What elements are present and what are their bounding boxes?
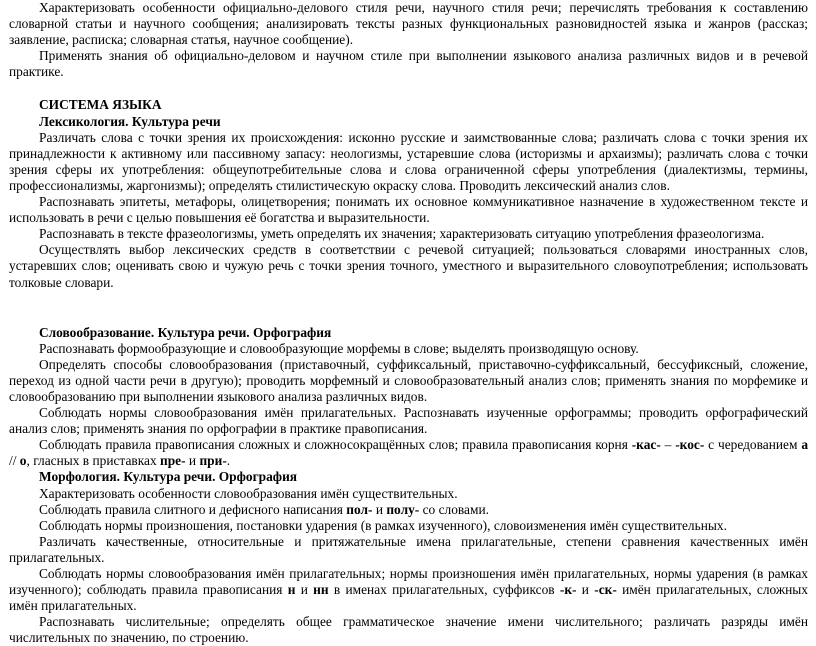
morphology-paragraph: Распознавать числительные; определять общее грамматическое значение имени числительного; различать разряды имён числительных по значению, по строению. [9,614,808,646]
lexicology-paragraph: Распознавать эпитеты, метафоры, олицетворения; понимать их основное коммуникативное назначение в художественном тексте и использовать в речи с целью повышения её богатства и выразительности. [9,194,808,226]
morphology-paragraph: Различать качественные, относительные и притяжательные имена прилагательные, степени сравнения качественных имён прилагательных. [9,533,808,565]
word-formation-heading: Словообразование. Культура речи. Орфография [39,324,332,340]
word-formation-paragraph: Распознавать формообразующие и словообразующие морфемы в слове; выделять производящую основу. [39,340,639,356]
morphology-heading: Морфология. Культура речи. Орфография [39,469,298,485]
lexicology-paragraph: Распознавать в тексте фразеологизмы, уметь определять их значения; характеризовать ситуацию употребления фразеологизма. [39,226,765,242]
morphology-paragraph: Характеризовать особенности словообразования имён существительных. [39,485,458,501]
word-formation-paragraph: Соблюдать нормы словообразования имён прилагательных. Распознавать изученные орфограммы; проводить орфографический анализ слов; применять знания по орфографии в практике правописания. [9,405,808,437]
morphology-paragraph: Соблюдать нормы словообразования имён прилагательных; нормы произношения имён прилагательных, нормы ударения (в рамках изученного); соблюдать правила правописания н и нн в именах прилагательных, суффиксов -к- и -ск- имён прилагательных, сложных имён прилагательных. [9,566,808,614]
morphology-paragraph: Соблюдать нормы произношения, постановки ударения (в рамках изученного), словоизменения имён существительных. [39,517,727,533]
intro-paragraph: Характеризовать особенности официально-делового стиля речи, научного стиля речи; перечислять требования к составлению словарной статьи и научного сообщения; анализировать тексты разных функциональных разновидностей языка и жанров (рассказ; заявление, расписка; словарная статья, научное сообщение). [9,0,808,48]
lexicology-paragraph: Различать слова с точки зрения их происхождения: исконно русские и заимствованные слова; различать слова с точки зрения их принадлежности к активному или пассивному запасу: неологизмы, устаревшие слова (историзмы и архаизмы); различать слова с точки зрения сферы их употребления: общеупотребительные слова и слова ограниченной сферы употребления (диалектизмы, термины, профессионализмы, жаргонизмы); определять стилистическую окраску слова. Проводить лексический анализ слов. [9,129,808,193]
lexicology-paragraph: Осуществлять выбор лексических средств в соответствии с речевой ситуацией; пользоваться словарями иностранных слов, устаревших слов; оценивать свою и чужую речь с точки зрения точного, уместного и выразительного словоупотребления; использовать толковые словари. [9,242,808,290]
section-title: СИСТЕМА ЯЗЫКА [39,97,162,113]
spelling-rule-paragraph: Соблюдать правила правописания сложных и сложносокращённых слов; правила правописания корня -кас- – -кос- с чередованием а // о, гласных в приставках пре- и при-. [9,437,809,469]
word-formation-paragraph: Определять способы словообразования (приставочный, суффиксальный, приставочно-суффиксальный, бессуфиксный, сложение, переход из одной части речи в другую); проводить морфемный и словообразовательный анализ слов; применять знания по морфемике и словообразованию при выполнении языкового анализа различных видов. [9,356,808,404]
lexicology-heading: Лексикология. Культура речи [39,113,221,129]
morphology-paragraph: Соблюдать правила слитного и дефисного написания пол- и полу- со словами. [39,501,489,517]
intro-paragraph: Применять знания об официально-деловом и научном стиле при выполнении языкового анализа различных видов и в речевой практике. [9,48,808,80]
